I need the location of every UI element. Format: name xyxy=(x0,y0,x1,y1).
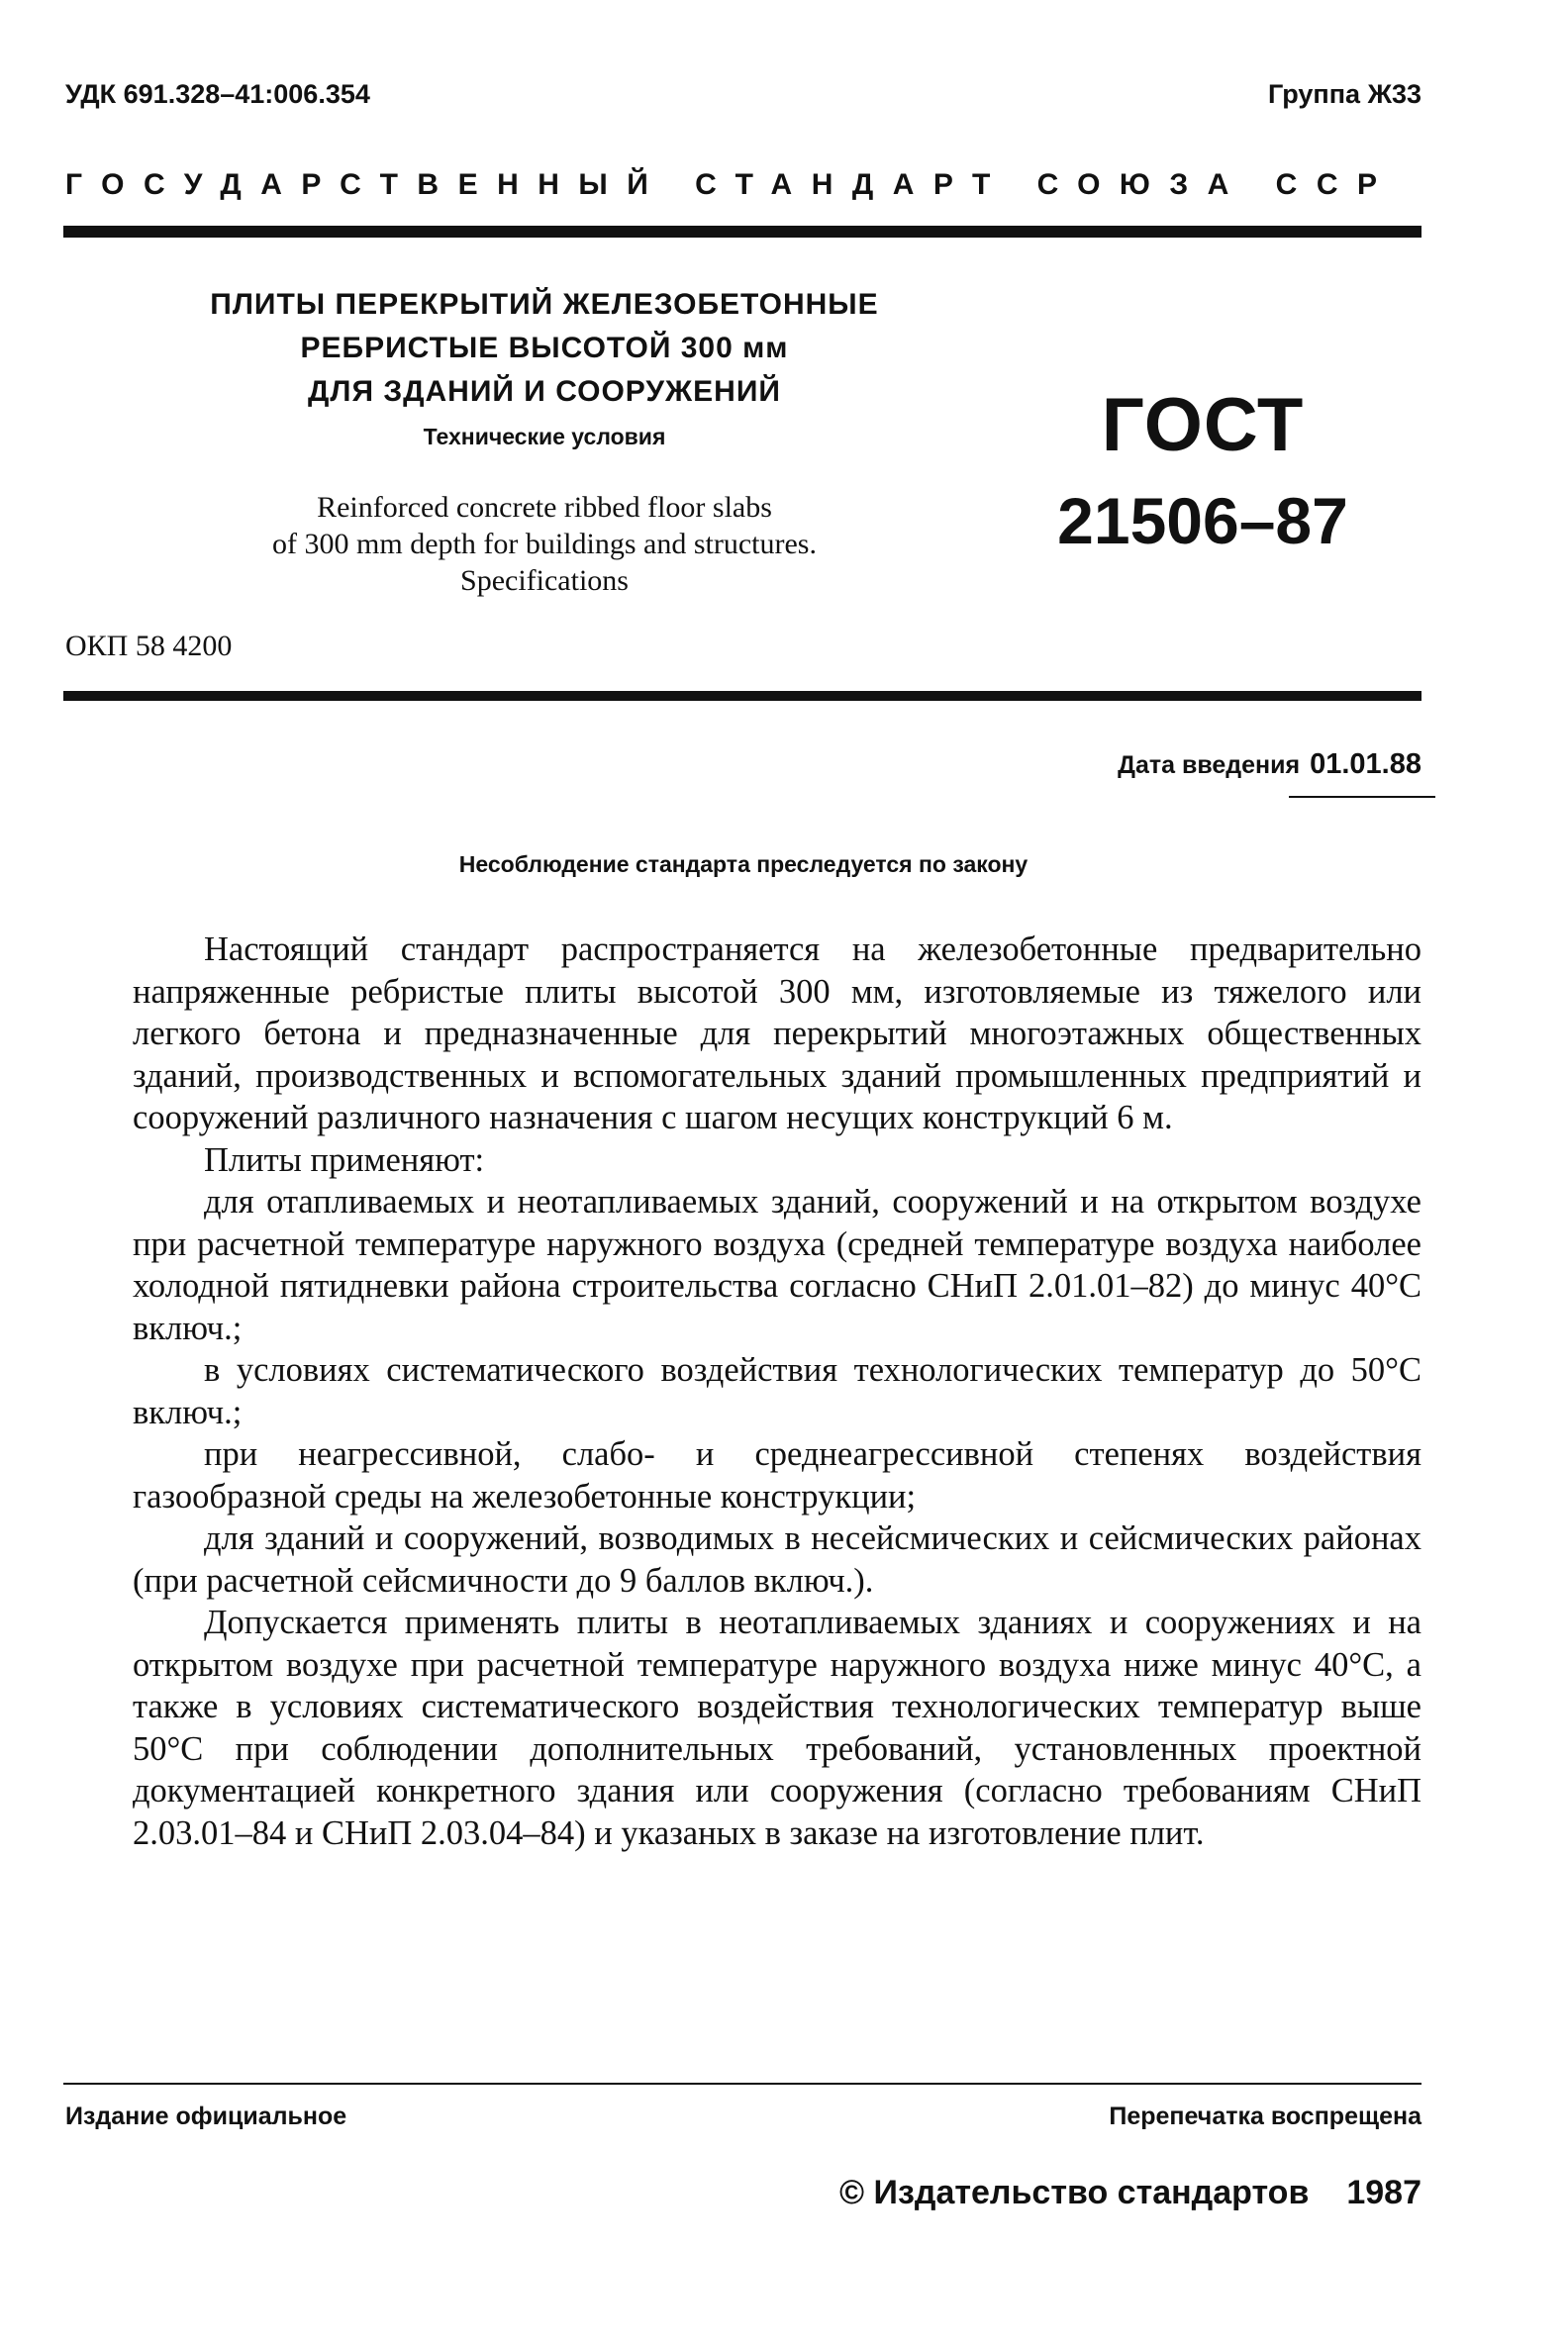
title-subtitle: Технические условия xyxy=(423,424,666,449)
copyright-publisher: © Издательство стандартов xyxy=(839,2174,1310,2211)
udk-code: УДК 691.328–41:006.354 xyxy=(65,79,370,109)
english-title-line-3: Specifications xyxy=(460,564,629,597)
copyright-line xyxy=(839,2174,1421,2212)
introduction-date xyxy=(1118,748,1421,781)
union-standard-heading: ГОСУДАРСТВЕННЫЙ СТАНДАРТ СОЮЗА ССР xyxy=(65,168,1397,201)
english-title-line-2: of 300 mm depth for buildings and structures. xyxy=(272,528,817,560)
official-edition: Издание официальное xyxy=(65,2103,347,2130)
paragraph-usage-temperatures: в условиях систематического воздействия технологических температур до 50°С включ.; xyxy=(133,1351,1421,1431)
reprint-prohibited: Перепечатка воспрещена xyxy=(1109,2103,1421,2130)
middle-divider xyxy=(63,691,1421,701)
standard-title xyxy=(158,283,931,414)
paragraph-usage-intro: Плиты применяют: xyxy=(204,1140,485,1179)
paragraph-scope: Настоящий стандарт распространяется на железобетонные предварительно напряженные ребристые плиты высотой 300 мм, изготовляемые из тяжелого или легкого бетона и предназначенные для перекрытий многоэтажных общественных зданий, производственных и вспомогательных зданий промышленных предприятий и сооружений различного назначения с шагом несущих конструкций 6 м. xyxy=(133,930,1421,1136)
top-divider xyxy=(63,226,1421,238)
title-line-2: РЕБРИСТЫЕ ВЫСОТОЙ 300 мм xyxy=(300,332,789,364)
english-title-line-1: Reinforced concrete ribbed floor slabs xyxy=(317,491,772,524)
footer-divider xyxy=(63,2083,1421,2085)
introduction-date-value: 01.01.88 xyxy=(1310,748,1421,780)
gost-label: ГОСТ xyxy=(1101,383,1305,467)
paragraph-usage-aggressive: при неагрессивной, слабо- и среднеагрессивной степенях воздействия газообразной среды на железобетонные конструкции; xyxy=(133,1435,1421,1516)
legal-notice: Несоблюдение стандарта преследуется по закону xyxy=(458,851,1029,877)
paragraph-usage-seismic: для зданий и сооружений, возводимых в несейсмических и сейсмических районах (при расчетной сейсмичности до 9 баллов включ.). xyxy=(133,1519,1421,1600)
gost-number: 21506–87 xyxy=(1057,484,1348,557)
introduction-date-label: Дата введения xyxy=(1118,751,1301,779)
date-underline xyxy=(1289,796,1435,798)
paragraph-usage-heated: для отапливаемых и неотапливаемых зданий, сооружений и на открытом воздухе при расчетной температуре наружного воздуха (средней температуре воздуха наиболее холодной пятидневки района строительства согласно СНиП 2.01.01–82) до минус 40°С включ.; xyxy=(133,1183,1421,1347)
title-line-3: ДЛЯ ЗДАНИЙ И СООРУЖЕНИЙ xyxy=(308,375,781,408)
okp-code: ОКП 58 4200 xyxy=(65,630,233,662)
group-code: Группа Ж33 xyxy=(1268,79,1421,109)
title-line-1: ПЛИТЫ ПЕРЕКРЫТИЙ ЖЕЛЕЗОБЕТОННЫЕ xyxy=(210,288,879,321)
paragraph-allowance: Допускается применять плиты в неотапливаемых зданиях и сооружениях и на открытом воздухе при расчетной температуре наружного воздуха ниже минус 40°С, а также в условиях систематического воздействия технологических температур выше 50°С при соблюдении дополнительных требований, установленных проектной документацией конкретного здания или сооружения (согласно требованиям СНиП 2.03.01–84 и СНиП 2.03.04–84) и указаных в заказе на изготовление плит. xyxy=(133,1604,1421,1852)
english-title xyxy=(158,489,931,599)
body-text xyxy=(133,929,1421,1854)
copyright-year: 1987 xyxy=(1346,2174,1421,2211)
